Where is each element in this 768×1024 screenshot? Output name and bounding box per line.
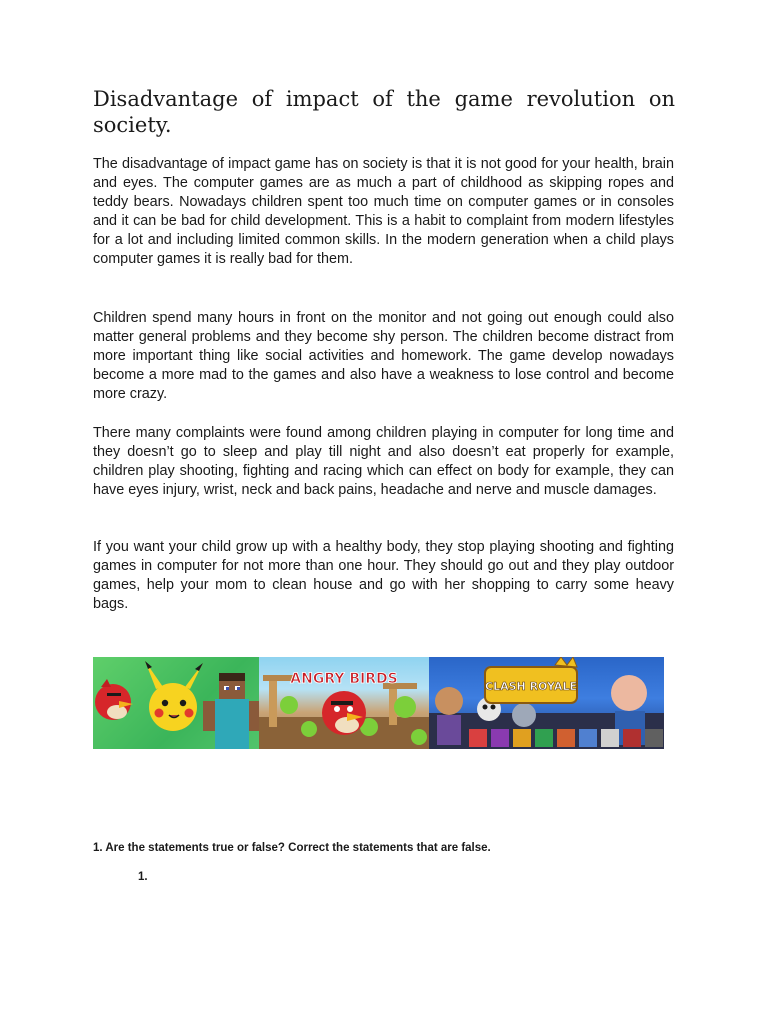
- paragraph-1: The disadvantage of impact game has on society is that it is not good for your health, brain and eyes. The computer games are as much a part of childhood as skipping ropes and teddy bears. Nowadays children spent too much time on computer games or in consoles and it can be bad for child development. This is a habit to complaint from modern lifestyles for a lot and including limited common skills. In the modern generation when a child plays computer games it is really bad for them.: [93, 156, 674, 267]
- game-images-strip: [93, 657, 664, 749]
- pikachu-body: [149, 683, 197, 731]
- angry-birds-illustration: [259, 657, 429, 749]
- paragraph-2: Children spend many hours in front on the monitor and not going out enough could also matter general problems and they become shy person. The children become distract from more important thing like social activities and homework. The game develop nowadays become a more mad to the games and also have a weakness to lose control and become more crazy.: [93, 310, 674, 402]
- clash-royale-image: [429, 657, 664, 749]
- paragraph-3: There many complaints were found among children playing in computer for long time and they doesn’t go to sleep and play till night and also doesn’t eat properly for example, children play shooting, fighting and racing which can effect on body for example, they can have eyes injury, wrist, neck and back pains, headache and nerve and muscle damages.: [93, 425, 674, 498]
- game-characters-image: [93, 657, 259, 749]
- document-title: Disadvantage of impact of the game revolution on society.: [93, 87, 675, 137]
- paragraph-4: If you want your child grow up with a healthy body, they stop playing shooting and fighting games in computer for not more than one hour. They should go out and they play outdoor games, help your mom to clean house and go with her shopping to carry some heavy bags.: [93, 539, 674, 612]
- angry-birds-image: [259, 657, 429, 749]
- exercise-item-number: 1.: [138, 871, 148, 883]
- clash-royale-logo: CLASH ROYALE: [485, 680, 577, 693]
- game-characters-illustration: [93, 657, 259, 749]
- exercise-question: 1. Are the statements true or false? Correct the statements that are false.: [93, 842, 491, 854]
- angry-birds-logo: ANGRY BIRDS: [290, 671, 398, 687]
- clash-royale-illustration: [429, 657, 664, 749]
